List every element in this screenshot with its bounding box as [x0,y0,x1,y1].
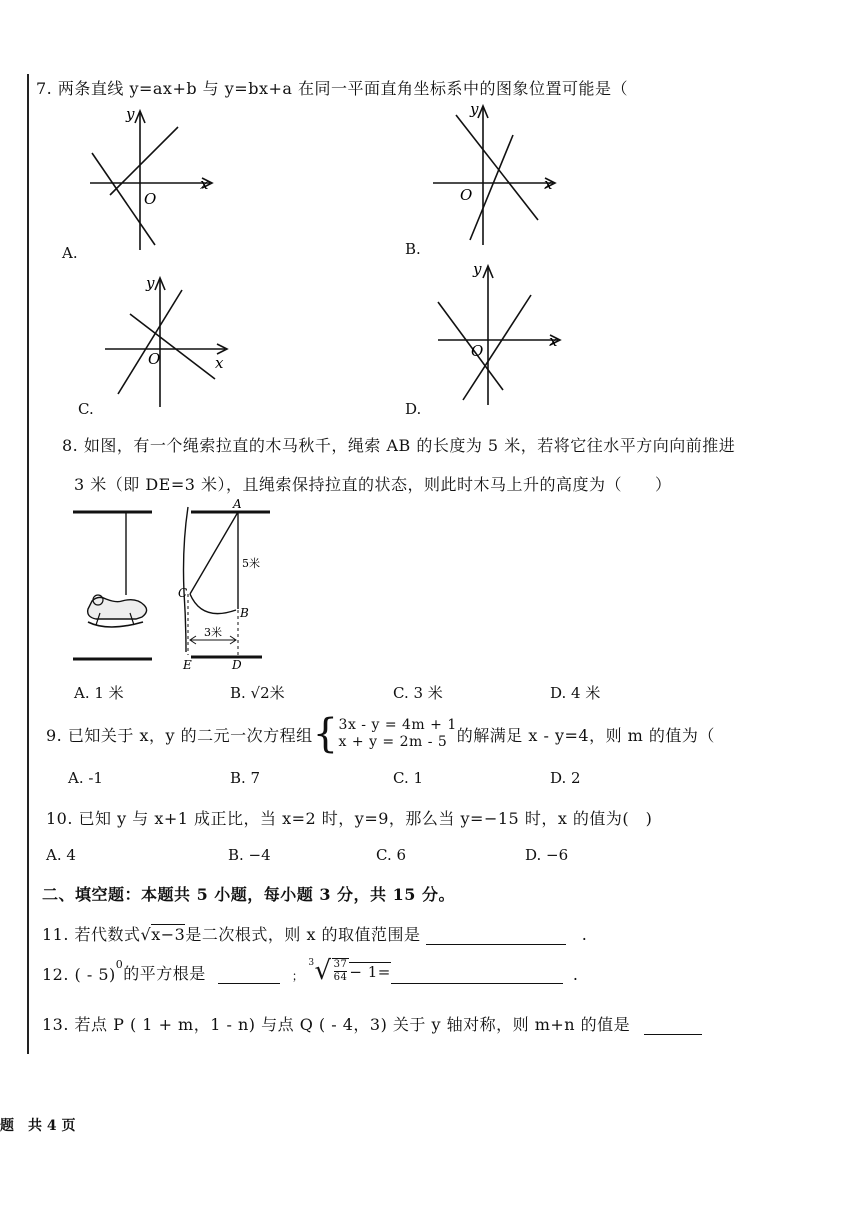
section-2-title: 二、填空题：本题共 5 小题，每小题 3 分，共 15 分。 [42,885,455,904]
label-c: C [178,586,188,600]
q12-sep: ； [291,969,305,983]
margin-line [27,74,29,1054]
q9-eq2: x + y = 2m - 5 [338,734,448,750]
q11-answer-blank[interactable] [426,928,566,945]
fraction [332,958,350,984]
question-8-line2: 3 米（即 DE=3 米），且绳索保持拉直的状态，则此时木马上升的高度为（ ） [74,475,672,494]
graph-c-origin: O [148,350,161,368]
q9-option-b[interactable]: B. 7 [230,769,261,787]
q12-mid: 的平方根是 [123,964,206,983]
graph-d [433,260,573,410]
graph-d-y-label: y [473,260,482,278]
q13-text: 13. 若点 P ( 1 + m，1 - n) 与点 Q ( - 4，3) 关于 y 轴对称，则 m+n 的值是 [42,1015,631,1034]
q11-prefix: 11. 若代数式 [42,925,141,944]
q12-rest: − 1= [349,962,391,981]
q9-eq1: 3x - y = 4m + 1 [338,717,457,733]
q9-option-c[interactable]: C. 1 [393,769,424,787]
graph-d-x-label: x [549,332,558,350]
graph-d-origin: O [471,342,484,360]
graph-a-origin: O [144,190,157,208]
graph-c-y-label: y [146,274,155,292]
q10-option-b[interactable]: B. −4 [228,846,271,864]
q12-root-index: 3 [308,958,315,968]
q11-suffix: 是二次根式，则 x 的取值范围是 [185,925,421,944]
question-7-text: 7. 两条直线 y=ax+b 与 y=bx+a 在同一平面直角坐标系中的图象位置可能是（ [36,79,629,98]
label-b: B [240,606,249,620]
q11-end: . [581,925,588,944]
q9-prefix: 9. 已知关于 x，y 的二元一次方程组 [46,725,313,745]
q10-option-c[interactable]: C. 6 [376,846,407,864]
graph-b [428,100,568,250]
swing-figure [70,497,270,672]
q13-answer-blank[interactable] [644,1018,702,1035]
brace-icon: { [312,711,339,757]
sqrt-icon: √ [140,925,152,944]
q9-suffix: 的解满足 x - y=4，则 m 的值为（ [456,725,715,745]
q12-prefix: 12. ( - 5) [42,965,116,984]
label-a: A [233,497,242,511]
q12-answer-blank-1[interactable] [218,967,280,984]
q12-end: . [572,965,579,984]
label-d: D [232,658,242,672]
q7-option-a[interactable]: A. [62,244,78,262]
q11-radicand: x−3 [151,925,186,944]
graph-c [100,272,240,412]
graph-c-x-label: x [215,354,224,372]
q12-denominator: 64 [333,972,348,983]
graph-b-y-label: y [470,100,479,118]
q7-option-c[interactable]: C. [78,400,94,418]
radical-icon: √ [314,956,332,986]
q10-option-d[interactable]: D. −6 [525,846,569,864]
q9-option-a[interactable]: A. -1 [68,769,103,787]
q9-option-d[interactable]: D. 2 [550,769,581,787]
q8-option-b[interactable]: B. √2米 [230,684,285,702]
graph-a [80,105,230,255]
q8-option-a[interactable]: A. 1 米 [74,684,124,702]
q12-exponent: 0 [115,958,124,971]
q12-numerator: 37 [333,959,348,970]
q8-option-c[interactable]: C. 3 米 [393,684,443,702]
q12-answer-blank-2[interactable] [391,967,563,984]
graph-b-x-label: x [544,175,553,193]
question-9 [46,711,715,757]
graph-a-x-label: x [200,175,209,193]
question-13 [42,1012,702,1035]
label-len-de: 3米 [204,626,222,639]
question-10: 10. 已知 y 与 x+1 成正比，当 x=2 时，y=9，那么当 y=−15 时，x 的值为( ) [46,809,653,828]
q10-option-a[interactable]: A. 4 [46,846,76,864]
graph-b-origin: O [460,186,473,204]
label-e: E [183,658,192,672]
label-len-ab: 5米 [242,557,260,570]
q8-option-d[interactable]: D. 4 米 [550,684,601,702]
graph-a-y-label: y [126,105,135,123]
question-11 [42,922,587,945]
question-12 [42,958,578,984]
q7-option-b[interactable]: B. [405,240,421,258]
page-footer: 题 共 4 页 [0,1118,76,1134]
cube-root [308,958,391,984]
question-8-line1: 8. 如图，有一个绳索拉直的木马秋千，绳索 AB 的长度为 5 米，若将它往水平方向向前推进 [62,436,736,455]
equation-system [339,717,457,751]
q7-option-d[interactable]: D. [405,400,422,418]
